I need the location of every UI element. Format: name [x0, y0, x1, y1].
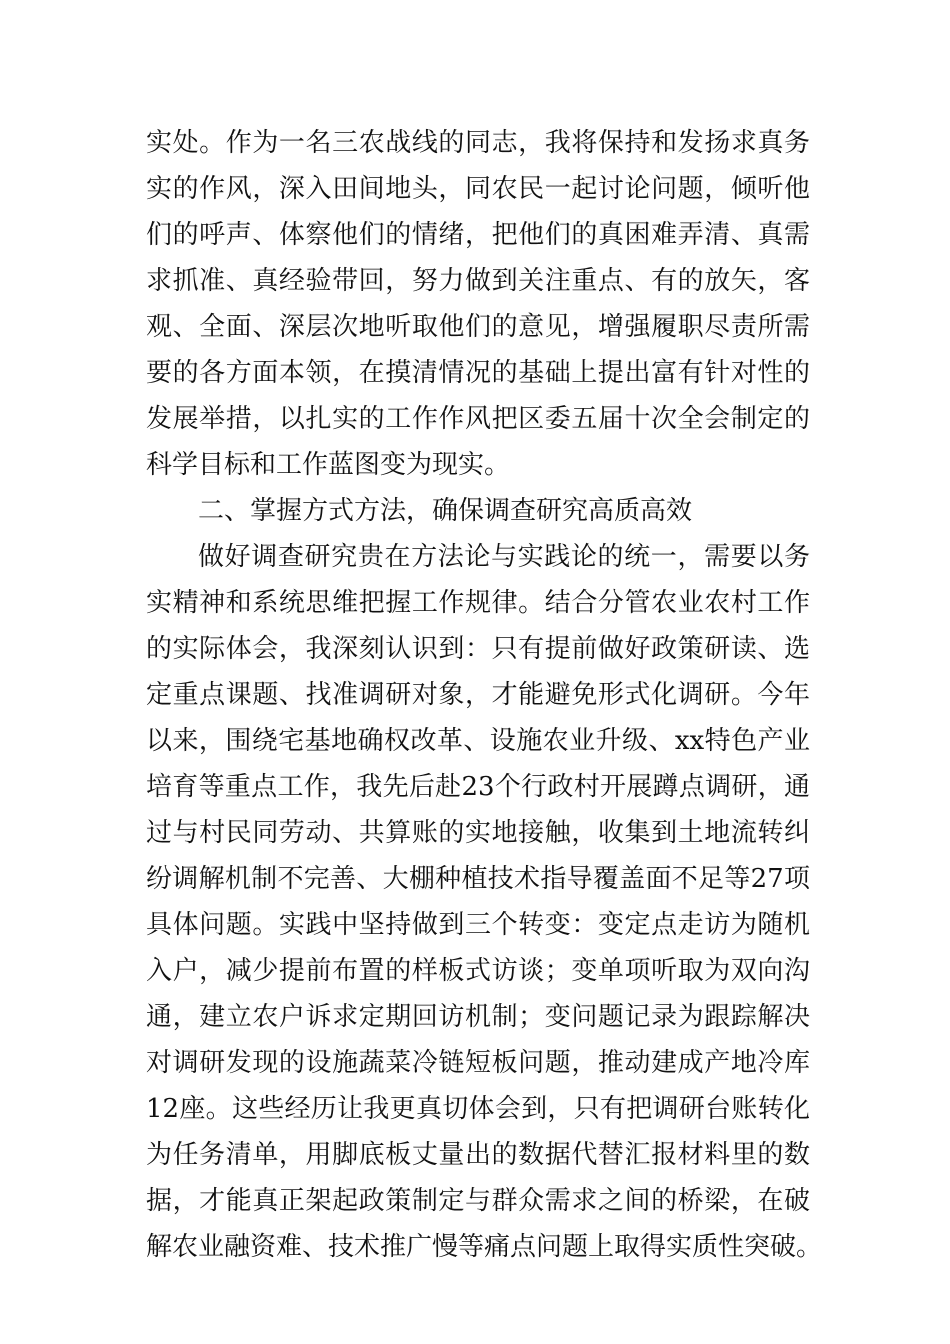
- text-line: 12座。这些经历让我更真切体会到，只有把调研台账转化: [146, 1094, 810, 1124]
- text-line: 培育等重点工作，我先后赴23个行政村开展蹲点调研，通: [146, 772, 810, 802]
- text-line: 实的作风，深入田间地头，同农民一起讨论问题，倾听他: [146, 174, 810, 204]
- text-line: 过与村民同劳动、共算账的实地接触，收集到土地流转纠: [146, 818, 810, 848]
- text-line: 观、全面、深层次地听取他们的意见，增强履职尽责所需: [146, 312, 810, 342]
- text-line: 入户，减少提前布置的样板式访谈；变单项听取为双向沟: [146, 956, 810, 986]
- text-line: 解农业融资难、技术推广慢等痛点问题上取得实质性突破。: [146, 1232, 823, 1262]
- section-heading: 二、掌握方式方法，确保调查研究高质高效: [198, 496, 693, 526]
- text-line: 对调研发现的设施蔬菜冷链短板问题，推动建成产地冷库: [146, 1048, 810, 1078]
- text-line: 实精神和系统思维把握工作规律。结合分管农业农村工作: [146, 588, 810, 618]
- text-line: 发展举措，以扎实的工作作风把区委五届十次全会制定的: [146, 404, 810, 434]
- text-line: 求抓准、真经验带回，努力做到关注重点、有的放矢，客: [146, 266, 810, 296]
- text-line: 的实际体会，我深刻认识到：只有提前做好政策研读、选: [146, 634, 810, 664]
- text-line: 做好调查研究贵在方法论与实践论的统一，需要以务: [198, 542, 810, 572]
- text-line: 要的各方面本领，在摸清情况的基础上提出富有针对性的: [146, 358, 810, 388]
- text-line: 实处。作为一名三农战线的同志，我将保持和发扬求真务: [146, 128, 810, 158]
- text-line: 具体问题。实践中坚持做到三个转变：变定点走访为随机: [146, 910, 810, 940]
- text-line: 通，建立农户诉求定期回访机制；变问题记录为跟踪解决: [146, 1002, 810, 1032]
- text-line: 以来，围绕宅基地确权改革、设施农业升级、xx特色产业: [146, 726, 810, 756]
- text-line: 定重点课题、找准调研对象，才能避免形式化调研。今年: [146, 680, 810, 710]
- text-line: 为任务清单，用脚底板丈量出的数据代替汇报材料里的数: [146, 1140, 810, 1170]
- text-line: 纷调解机制不完善、大棚种植技术指导覆盖面不足等27项: [146, 864, 810, 894]
- text-line: 科学目标和工作蓝图变为现实。: [146, 450, 511, 480]
- text-line: 据，才能真正架起政策制定与群众需求之间的桥梁，在破: [146, 1186, 810, 1216]
- text-line: 们的呼声、体察他们的情绪，把他们的真困难弄清、真需: [146, 220, 810, 250]
- document-body: [146, 120, 823, 1270]
